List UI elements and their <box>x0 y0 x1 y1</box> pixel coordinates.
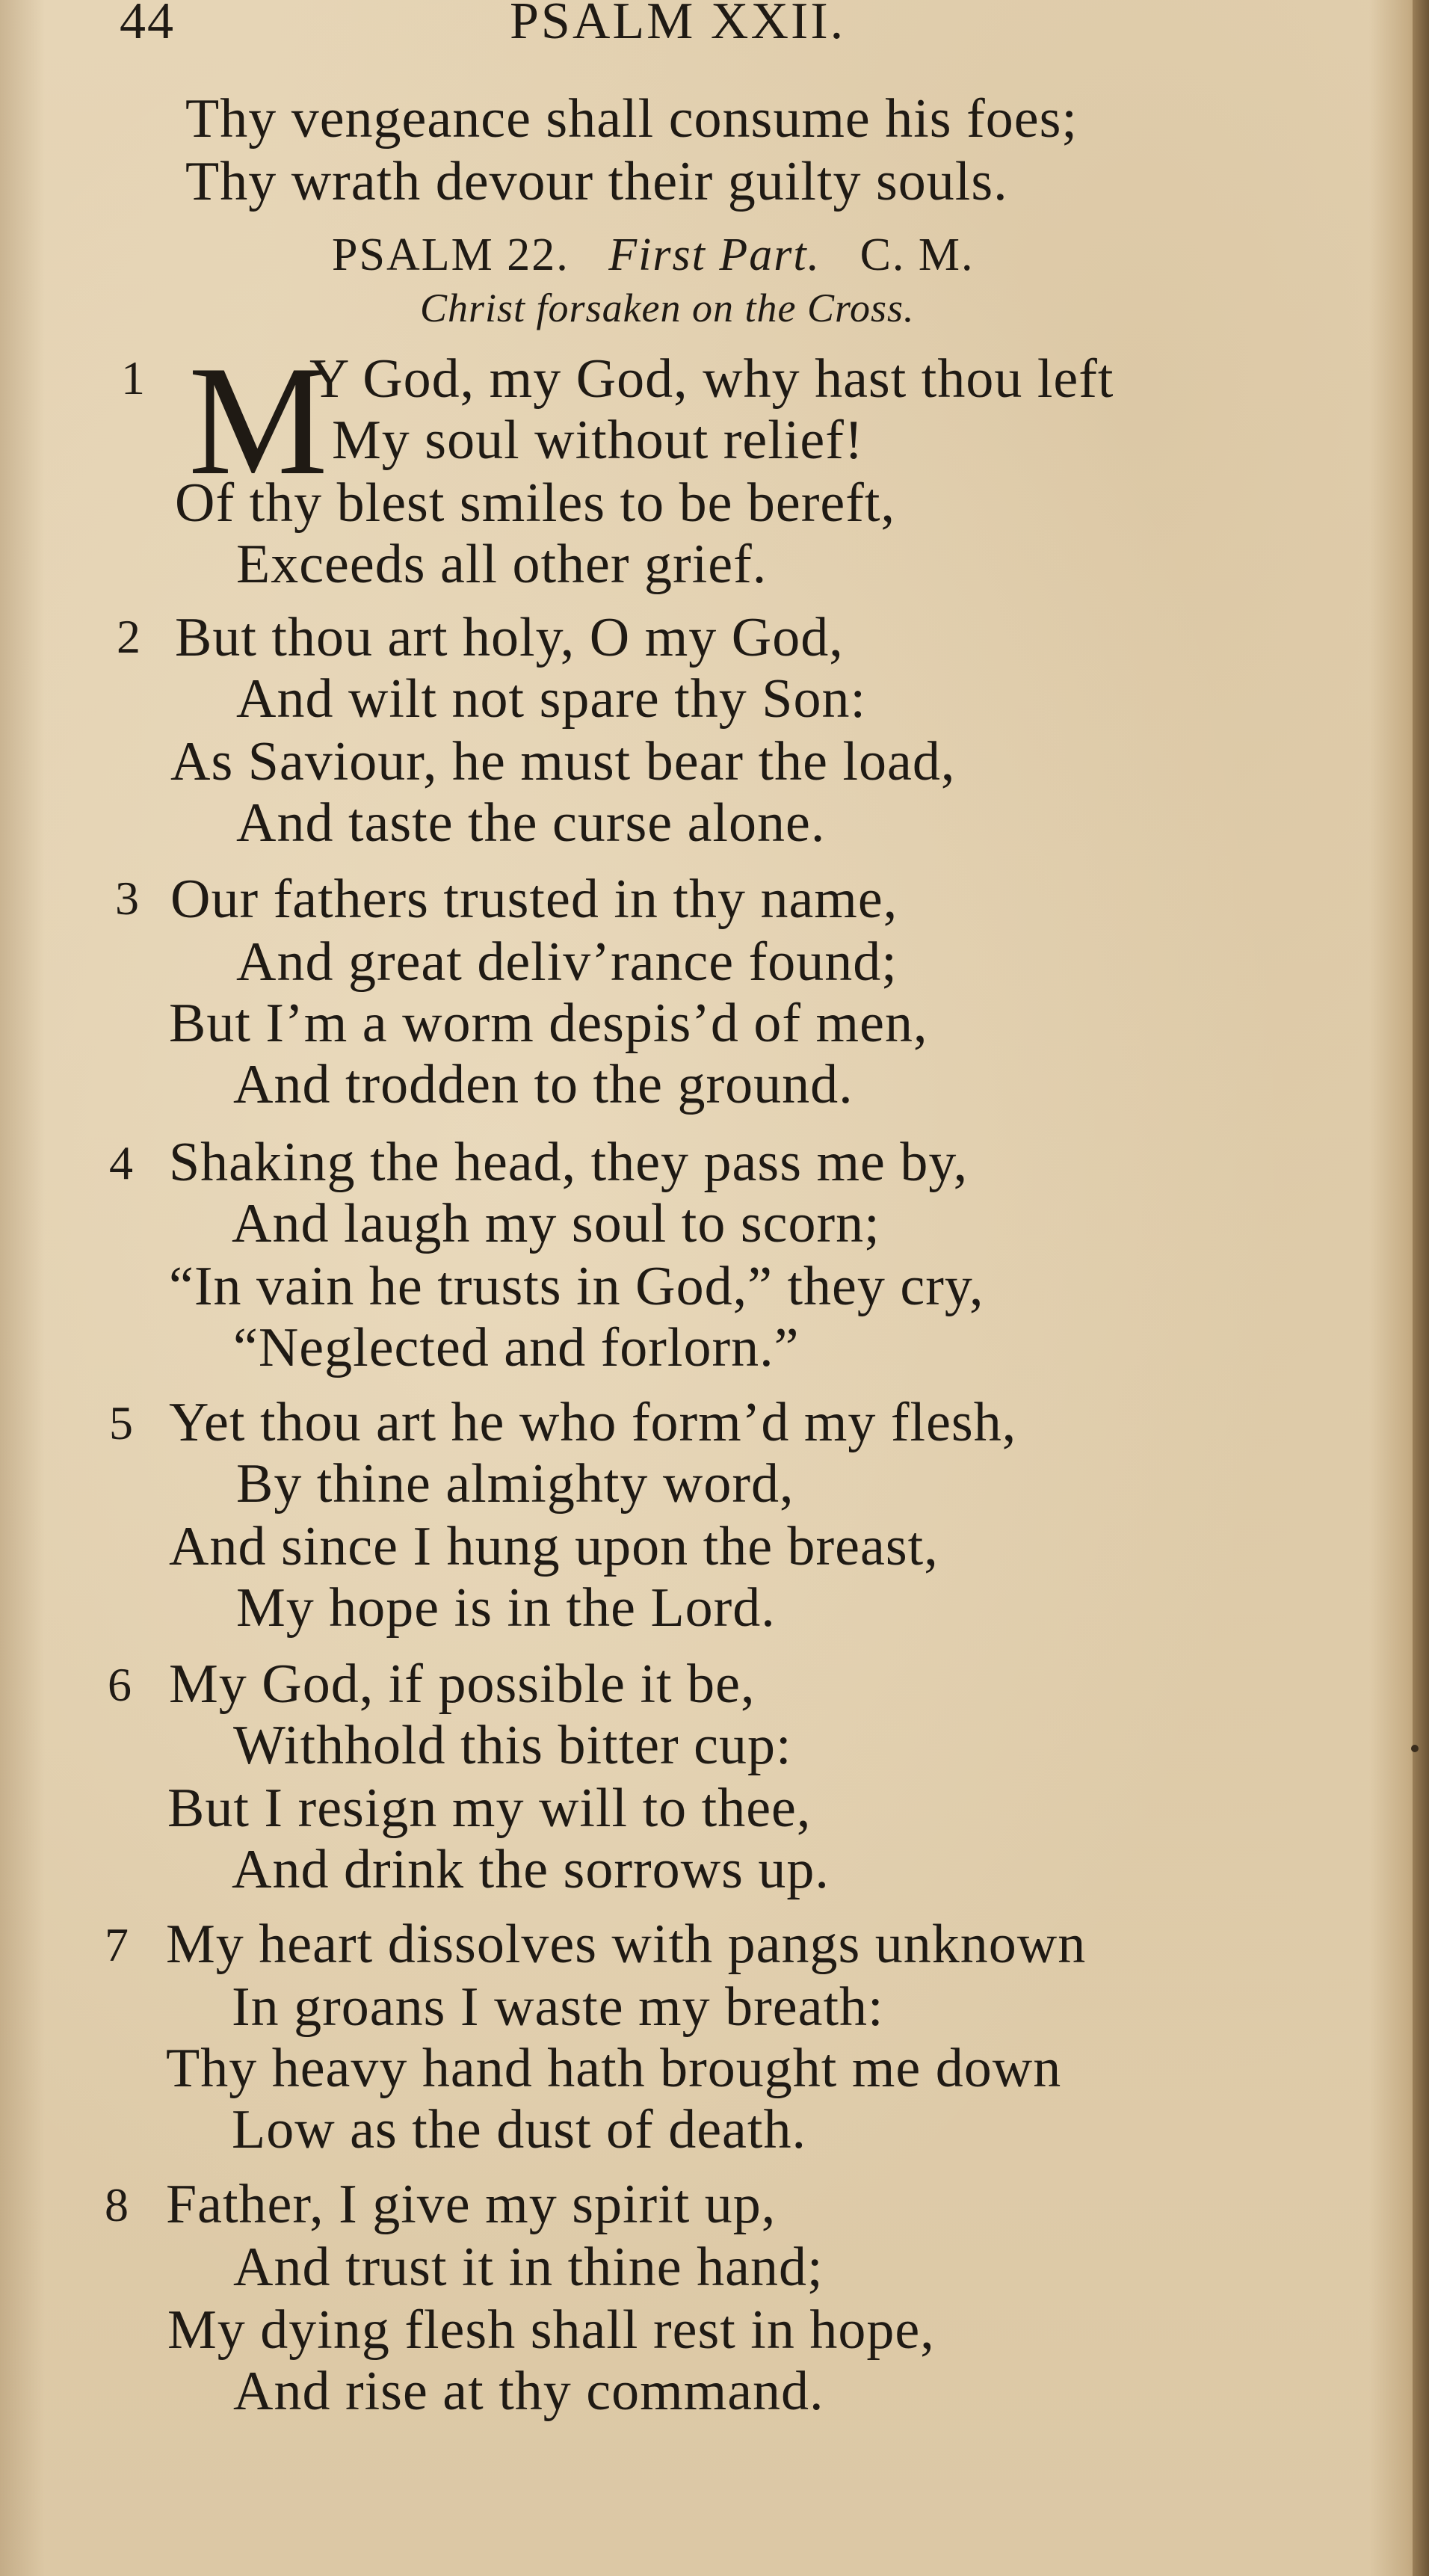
verse-line: In groans I waste my breath: <box>232 1976 884 2038</box>
psalm-heading <box>332 229 975 280</box>
verse-line: Thy heavy hand hath brought me down <box>166 2038 1062 2099</box>
verse-line: My heart dissolves with pangs unknown <box>166 1914 1087 1975</box>
verse-line: And rise at thy command. <box>233 2361 824 2422</box>
verse-line: And trodden to the ground. <box>233 1054 854 1115</box>
verse-line: But I’m a worm despis’d of men, <box>169 993 928 1054</box>
page-left-shadow <box>0 0 45 2576</box>
verse-line: My hope is in the Lord. <box>236 1577 776 1639</box>
drop-cap: M <box>188 334 328 508</box>
verse-line: And since I hung upon the breast, <box>169 1516 939 1577</box>
verse-line: And laugh my soul to scorn; <box>232 1193 880 1254</box>
stanza-number: 8 <box>105 2178 129 2231</box>
stanza-number: 2 <box>117 610 141 663</box>
verse-line: And great deliv’rance found; <box>236 931 898 993</box>
carryover-line: Thy vengeance shall consume his foes; <box>185 88 1078 150</box>
stanza-first-line: Y God, my God, why hast thou left <box>309 348 1114 410</box>
verse-line: Withhold this bitter cup: <box>233 1715 792 1776</box>
stanza-number: 6 <box>108 1658 132 1711</box>
running-header: PSALM XXII. <box>510 0 846 50</box>
verse-line: Father, I give my spirit up, <box>166 2174 777 2235</box>
stanza-number: 5 <box>109 1396 133 1449</box>
verse-line: As Saviour, he must bear the load, <box>170 731 956 792</box>
psalm-number: PSALM 22. <box>332 229 570 280</box>
book-binding-edge <box>1413 0 1429 2576</box>
psalm-meter: C. M. <box>859 229 975 280</box>
verse-line: But I resign my will to thee, <box>167 1778 812 1839</box>
ink-speck <box>1411 1745 1419 1752</box>
verse-line: “Neglected and forlorn.” <box>233 1317 800 1378</box>
verse-line: Exceeds all other grief. <box>236 534 768 595</box>
verse-line: My dying flesh shall rest in hope, <box>167 2299 935 2361</box>
stanza-number: 4 <box>109 1136 133 1189</box>
carryover-line: Thy wrath devour their guilty souls. <box>185 151 1008 212</box>
page-number: 44 <box>120 0 175 50</box>
verse-line: And drink the sorrows up. <box>232 1839 830 1900</box>
verse-line: Our fathers trusted in thy name, <box>170 869 898 930</box>
psalm-subtitle: Christ forsaken on the Cross. <box>420 286 915 330</box>
verse-line: Low as the dust of death. <box>232 2099 806 2160</box>
verse-line: And taste the curse alone. <box>236 792 826 854</box>
verse-line: By thine almighty word, <box>236 1453 794 1515</box>
verse-line: My soul without relief! <box>332 410 864 471</box>
verse-line: But thou art holy, O my God, <box>175 607 844 668</box>
verse-line: “In vain he trusts in God,” they cry, <box>169 1256 984 1317</box>
verse-line: Yet thou art he who form’d my flesh, <box>169 1392 1017 1453</box>
verse-line: And trust it in thine hand; <box>233 2237 824 2298</box>
psalm-part: First Part. <box>608 229 821 280</box>
stanza-number: 7 <box>105 1918 129 1971</box>
verse-line: And wilt not spare thy Son: <box>236 668 867 730</box>
verse-line: My God, if possible it be, <box>169 1654 756 1715</box>
verse-line: Of thy blest smiles to be bereft, <box>175 472 895 534</box>
verse-line: Shaking the head, they pass me by, <box>169 1132 969 1193</box>
stanza-number: 1 <box>121 351 145 404</box>
stanza-number: 3 <box>115 872 139 925</box>
